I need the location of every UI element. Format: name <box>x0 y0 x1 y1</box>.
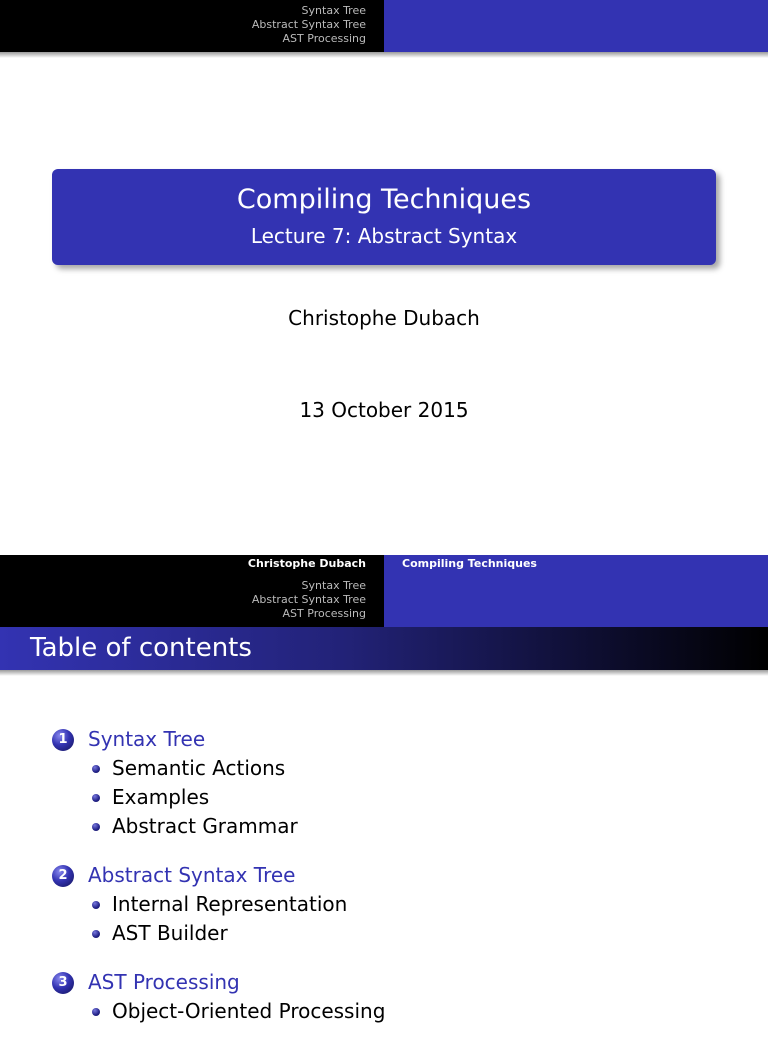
nav-link-abstract-syntax-tree[interactable]: Abstract Syntax Tree <box>251 593 366 606</box>
nav-link-syntax-tree[interactable]: Syntax Tree <box>301 579 366 592</box>
section-nav <box>252 579 366 621</box>
toc-subsection[interactable] <box>52 754 752 783</box>
toc-subsection-label[interactable]: Semantic Actions <box>112 756 286 780</box>
slide1-footer <box>0 555 768 573</box>
footer-title: Compiling Techniques <box>402 557 537 570</box>
toc-subsection[interactable] <box>52 783 752 812</box>
presentation-date: 13 October 2015 <box>299 398 469 422</box>
bullet-icon <box>92 1008 100 1016</box>
author-name: Christophe Dubach <box>288 306 480 330</box>
toc-subsection[interactable] <box>52 997 752 1026</box>
toc-subsection-list <box>52 754 752 841</box>
toc-subsection-label[interactable]: Internal Representation <box>112 892 348 916</box>
section-nav <box>252 4 366 46</box>
presentation-title: Compiling Techniques <box>236 184 532 215</box>
nav-link-abstract-syntax-tree[interactable]: Abstract Syntax Tree <box>251 18 366 31</box>
slide2-header <box>0 573 768 627</box>
header-shadow <box>0 52 768 58</box>
toc-subsection[interactable] <box>52 812 752 841</box>
header-nav-panel <box>0 0 384 52</box>
slide1-header <box>0 0 768 52</box>
toc-section-heading[interactable] <box>52 724 752 754</box>
bullet-icon <box>92 794 100 802</box>
footer-author: Christophe Dubach <box>247 557 366 570</box>
section-number-ball-icon: 3 <box>52 972 74 994</box>
toc-subsection-label[interactable]: AST Builder <box>112 921 228 945</box>
toc-section-3 <box>52 967 752 1026</box>
bullet-icon <box>92 765 100 773</box>
nav-link-ast-processing[interactable]: AST Processing <box>282 607 366 620</box>
bullet-icon <box>92 930 100 938</box>
nav-link-syntax-tree[interactable]: Syntax Tree <box>301 4 366 17</box>
toc-section-link[interactable]: Syntax Tree <box>88 727 206 751</box>
frame-title-bar <box>0 627 768 670</box>
toc-subsection-label[interactable]: Object-Oriented Processing <box>112 999 386 1023</box>
header-blue-panel <box>384 0 768 52</box>
footer-author-panel <box>0 555 384 573</box>
header-blue-panel <box>384 573 768 627</box>
presentation-subtitle: Lecture 7: Abstract Syntax <box>250 224 518 248</box>
toc-section-1 <box>52 724 752 841</box>
header-nav-panel <box>0 573 384 627</box>
toc-section-link[interactable]: Abstract Syntax Tree <box>88 863 296 887</box>
title-block <box>52 169 716 265</box>
section-number-ball-icon: 1 <box>52 729 74 751</box>
toc-subsection-label[interactable]: Abstract Grammar <box>112 814 298 838</box>
toc-section-2 <box>52 860 752 948</box>
toc-subsection[interactable] <box>52 919 752 948</box>
frame-title-shadow <box>0 670 768 676</box>
frame-title: Table of contents <box>30 633 252 663</box>
nav-link-ast-processing[interactable]: AST Processing <box>282 32 366 45</box>
toc-section-link[interactable]: AST Processing <box>88 970 240 994</box>
toc-subsection-list <box>52 890 752 948</box>
toc-section-heading[interactable] <box>52 860 752 890</box>
toc-subsection-list <box>52 997 752 1026</box>
bullet-icon <box>92 823 100 831</box>
toc-subsection-label[interactable]: Examples <box>112 785 210 809</box>
table-of-contents <box>52 724 752 1045</box>
footer-title-panel <box>384 555 768 573</box>
bullet-icon <box>92 901 100 909</box>
section-number-ball-icon: 2 <box>52 865 74 887</box>
toc-subsection[interactable] <box>52 890 752 919</box>
toc-section-heading[interactable] <box>52 967 752 997</box>
